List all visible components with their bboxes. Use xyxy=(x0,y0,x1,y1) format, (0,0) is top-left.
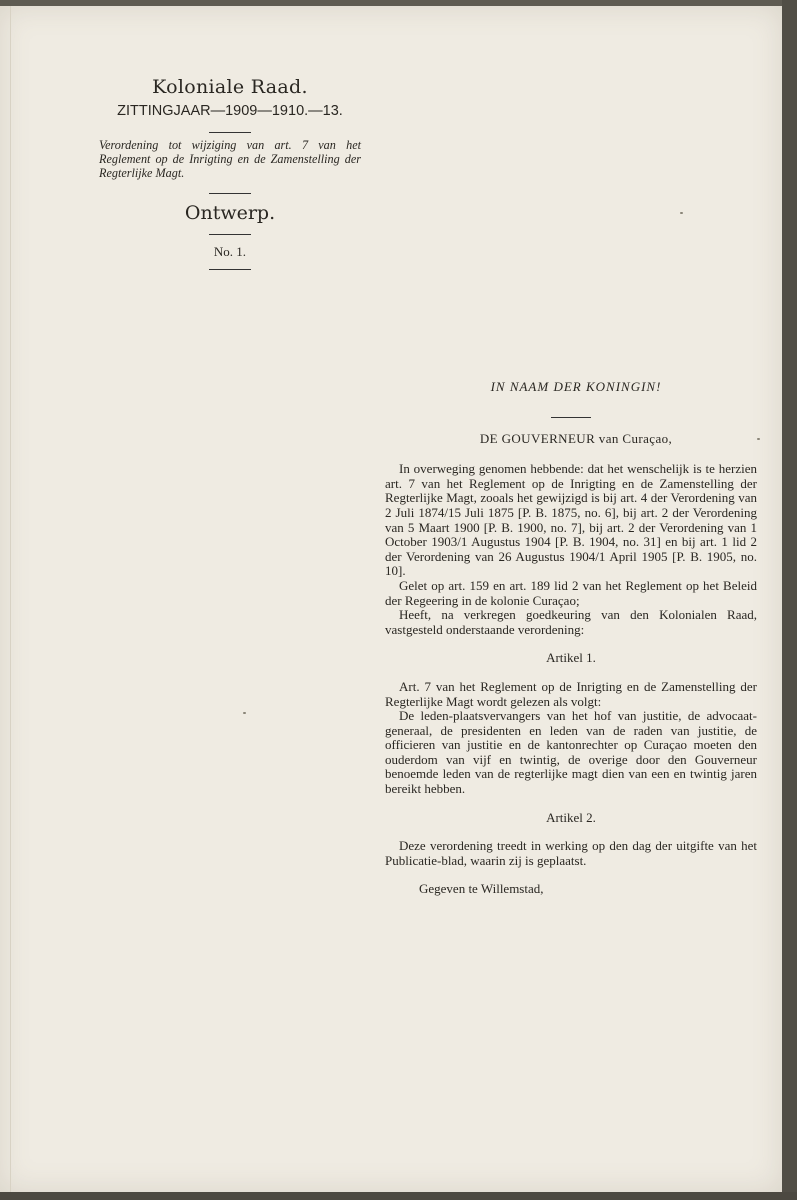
body-divider xyxy=(551,417,591,418)
article-2-paragraph: Deze verordening treedt in werking op den dag der uitgifte van het Publicatie-blad, waarin zij is geplaatst. xyxy=(385,838,757,868)
council-title: Koloniale Raad. xyxy=(152,76,308,98)
header-divider xyxy=(209,193,251,194)
page-edge-line xyxy=(10,6,11,1192)
scan-border-bottom xyxy=(0,1192,797,1200)
subject-line: Verordening tot wijziging van art. 7 van het Reglement op de Inrigting en de Zamenstelling der Regterlijke Magt. xyxy=(99,138,361,180)
session-year: ZITTINGJAAR—1909—1910.—13. xyxy=(117,103,343,119)
preamble-paragraph: Heeft, na verkregen goedkeuring van den Kolonialen Raad, vastgesteld onderstaande verordening: xyxy=(385,607,757,637)
header-divider xyxy=(209,132,251,133)
article-1-paragraph: Art. 7 van het Reglement op de Inrigting en de Zamenstelling der Regterlijke Magt wordt gelezen als volgt: xyxy=(385,678,757,709)
article-1-heading: Artikel 1. xyxy=(546,650,596,666)
draft-number: No. 1. xyxy=(213,244,247,259)
article-2-heading: Artikel 2. xyxy=(546,809,596,825)
article-1-paragraph: De leden-plaatsvervangers van het hof van justitie, de advocaat-generaal, de presidenten en leden van de raden van justitie, de officieren van justitie en de kantonrechter op Curaçao moeten den ouderdom van vijf en twintig, de overige door den Gouverneur benoemde leden van de regterlijke magt dien van een en twintig jaren bereikt hebben. xyxy=(385,708,757,797)
ordinance-body xyxy=(385,380,757,897)
paper-speck xyxy=(680,212,683,214)
header-divider xyxy=(209,269,251,270)
document-page xyxy=(0,6,782,1192)
paper-speck xyxy=(757,438,760,440)
draft-title: Ontwerp. xyxy=(184,202,276,224)
enactment-line: Gegeven te Willemstad, xyxy=(419,881,544,897)
governor-line: DE GOUVERNEUR van Curaçao, xyxy=(479,430,673,446)
paper-speck xyxy=(243,712,246,714)
scan-border-right xyxy=(782,0,797,1200)
header-divider xyxy=(209,234,251,235)
preamble-paragraph: In overweging genomen hebbende: dat het wenschelijk is te herzien art. 7 van het Reglement op de Inrigting en de Zamenstelling der Regterlijke Magt, zooals het gewijzigd is bij art. 4 der Verordening van 2 Juli 1874/15 Juli 1875 [P. B. 1875, no. 6], bij art. 2 der Verordening van 5 Maart 1900 [P. B. 1900, no. 7], bij art. 2 der Verordening van 1 October 1903/1 Augustus 1904 [P. B. 1904, no. 31] en bij art. 1 lid 2 der Verordening van 26 Augustus 1904/1 April 1905 [P. B. 1905, no. 10]. xyxy=(385,461,757,579)
document-header xyxy=(80,76,380,270)
royal-invocation: IN NAAM DER KONINGIN! xyxy=(490,379,662,394)
preamble-paragraph: Gelet op art. 159 en art. 189 lid 2 van het Reglement op het Beleid der Regeering in de kolonie Curaçao; xyxy=(385,577,757,608)
